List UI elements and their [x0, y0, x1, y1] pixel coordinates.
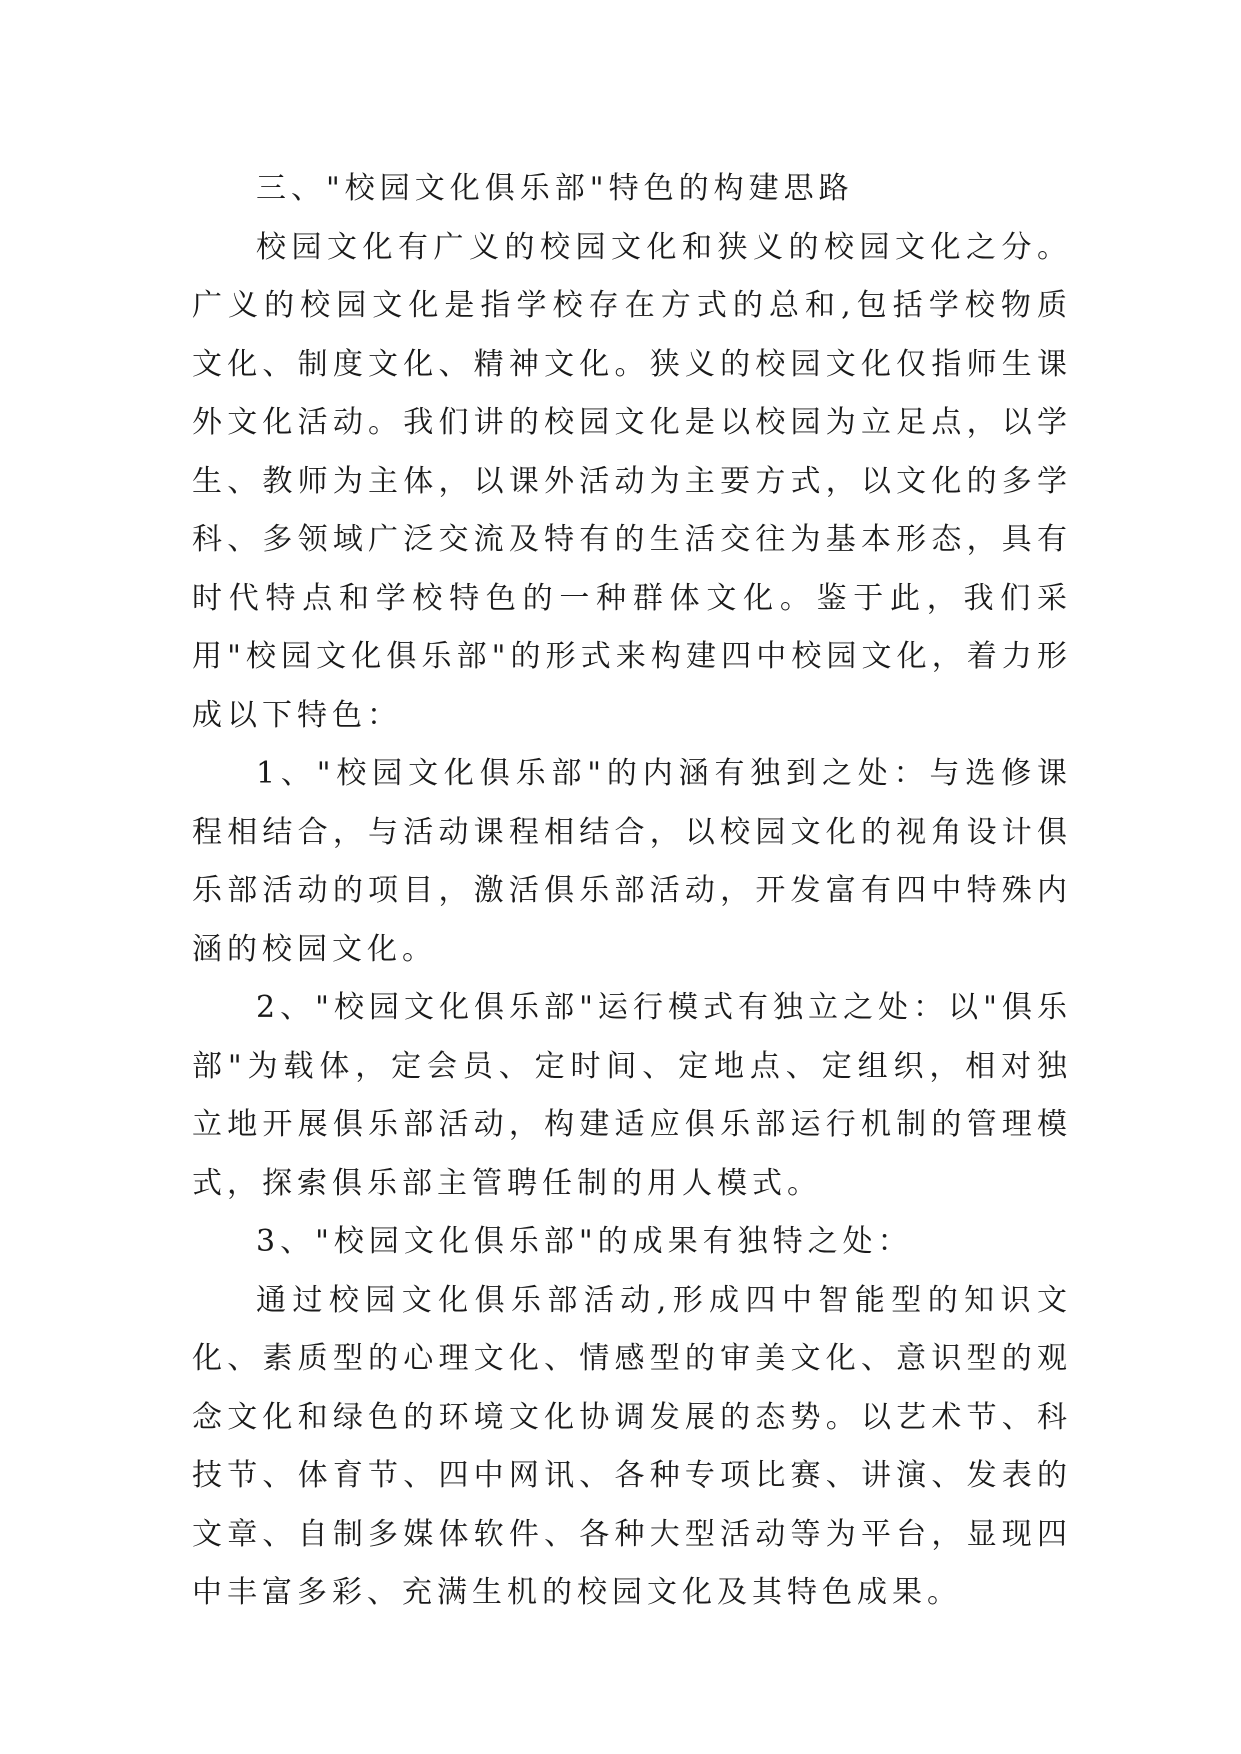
paragraph-outcomes: 通过校园文化俱乐部活动,形成四中智能型的知识文化、素质型的心理文化、情感型的审美文化、意识型的观念文化和绿色的环境文化协调发展的态势。以艺术节、科技节、体育节、四中网讯、各种专项比赛、讲演、发表的文章、自制多媒体软件、各种大型活动等为平台，显现四中丰富多彩、充满生机的校园文化及其特色成果。	[192, 1282, 1072, 1610]
paragraph-feature-2: 2、"校园文化俱乐部"运行模式有独立之处：以"俱乐部"为载体，定会员、定时间、定地点、定组织，相对独立地开展俱乐部活动，构建适应俱乐部运行机制的管理模式，探索俱乐部主管聘任制的用人模式。	[192, 990, 1072, 1201]
paragraph-definition: 校园文化有广义的校园文化和狭义的校园文化之分。广义的校园文化是指学校存在方式的总和,包括学校物质文化、制度文化、精神文化。狭义的校园文化仅指师生课外文化活动。我们讲的校园文化是以校园为立足点，以学生、教师为主体，以课外活动为主要方式，以文化的多学科、多领域广泛交流及特有的生活交往为基本形态，具有时代特点和学校特色的一种群体文化。鉴于此，我们采用"校园文化俱乐部"的形式来构建四中校园文化，着力形成以下特色：	[192, 229, 1072, 733]
section-heading: 三、"校园文化俱乐部"特色的构建思路	[256, 171, 854, 206]
document-body	[192, 160, 1072, 1623]
paragraph-feature-1: 1、"校园文化俱乐部"的内涵有独到之处：与选修课程相结合，与活动课程相结合，以校园文化的视角设计俱乐部活动的项目，激活俱乐部活动，开发富有四中特殊内涵的校园文化。	[192, 756, 1072, 967]
paragraph-feature-3: 3、"校园文化俱乐部"的成果有独特之处：	[256, 1224, 913, 1259]
